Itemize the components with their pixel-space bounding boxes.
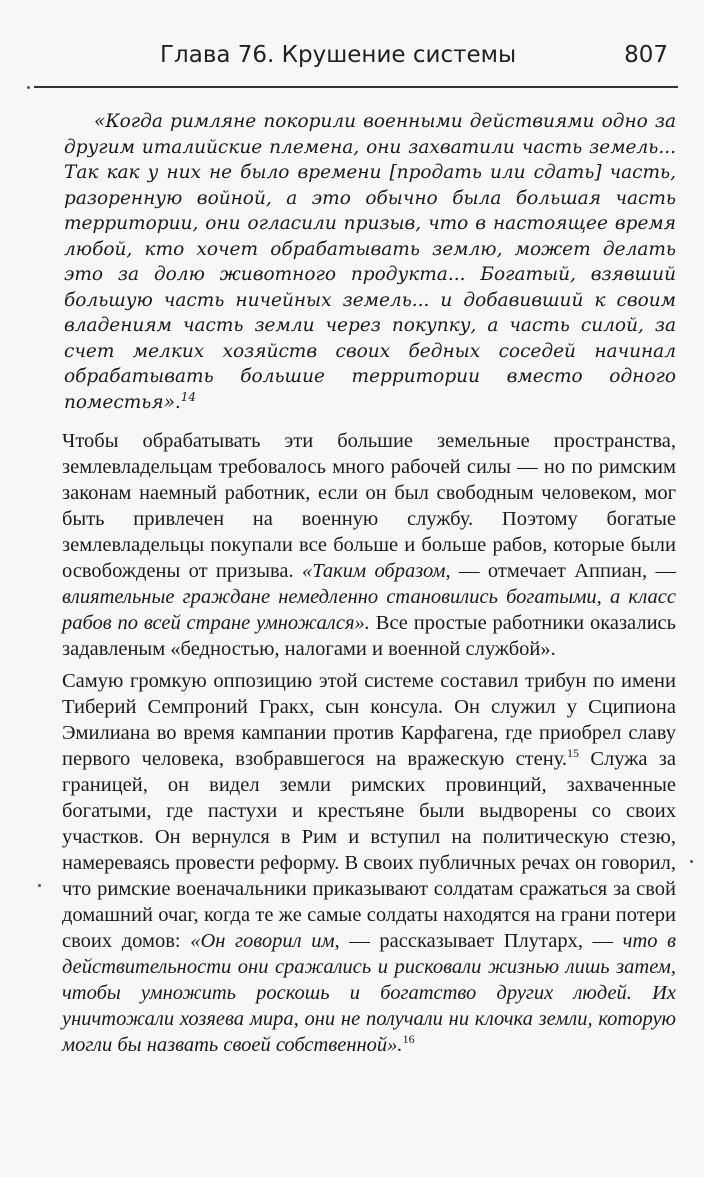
paragraph-text: Все простые работники оказались задавленым «бедностью, налогами и военной службой». (62, 612, 676, 660)
body-text (62, 428, 676, 1064)
inline-quote: «Таким образом, (302, 560, 451, 582)
paragraph-text: Чтобы обрабатывать эти большие земельные пространства, землевладельцам требовалось много рабочей силы — но по римским законам наемный работник, если он был свободным человеком, мог быть привлечен на военную службу. Поэтому богатые землевладельцы покупали все больше и больше рабов, которые были освобождены от призыва. (62, 430, 676, 582)
paragraph-text: Самую громкую оппозицию этой системе составил трибун по имени Тиберий Семпроний Гракх, сын консула. Он служил у Сципиона Эмилиана во время кампании против Карфагена, где приобрел славу первого человека, взобравшегося на вражескую стену. (62, 670, 676, 770)
header-rule (34, 86, 678, 88)
footnote-ref: 15 (567, 746, 580, 761)
paragraph-text: Служа за границей, он видел земли римских провинций, захваченные богатыми, где пастухи и крестьяне были выдворены со своих участков. Он вернулся в Рим и вступил на политическую стезю, намереваясь провести реформу. В своих публичных речах он говорил, что римские военачальники приказывают солдатам сражаться за свой домашний очаг, когда те же самые солдаты находятся на грани потери своих домов: (62, 748, 677, 952)
inline-quote: что в действительности они сражались и рисковали жизнью лишь затем, чтобы умножить роскошь и богатство других людей. Их уничтожали хозяева мира, они не получали ни клочка земли, которую могли бы назвать своей собственной». (62, 930, 677, 1056)
running-header (160, 42, 680, 82)
footnote-ref: 16 (402, 1032, 415, 1047)
paragraph-text: — рассказывает Плутарх, — (339, 930, 623, 952)
block-quote-paragraph (64, 109, 676, 415)
footnote-ref: 14 (180, 389, 197, 404)
block-quote-text: «Когда римляне покорили военными действиями одно за другим италийские племена, они захватили часть земель... Так как у них не было времени [продать или сдать] часть, разоренную войной, а это обычно была большая часть территории, они огласили призыв, что в настоящее время любой, кто хочет обрабатывать землю, может делать это за долю животного продукта... Богатый, взявший большую часть ничейных земель... и добавивший к своим владениям часть земли через покупку, а часть силой, за счет мелких хозяйств своих бедных соседей начинал обрабатывать большие территории вместо одного поместья». (64, 111, 676, 413)
page-number: 807 (624, 42, 668, 68)
margin-speck (38, 884, 41, 887)
paragraph-text: — отмечает Аппиан, — (450, 560, 677, 582)
inline-quote: влиятельные граждане немедленно становились богатыми, а класс рабов по всей стране умножался». (62, 586, 676, 634)
margin-speck (690, 860, 693, 863)
paragraph (62, 668, 676, 1058)
margin-speck (27, 86, 30, 89)
chapter-title: Глава 76. Крушение системы (160, 42, 517, 68)
block-quote (64, 109, 676, 415)
inline-quote: «Он говорил им, (190, 930, 340, 952)
paragraph (62, 428, 676, 662)
